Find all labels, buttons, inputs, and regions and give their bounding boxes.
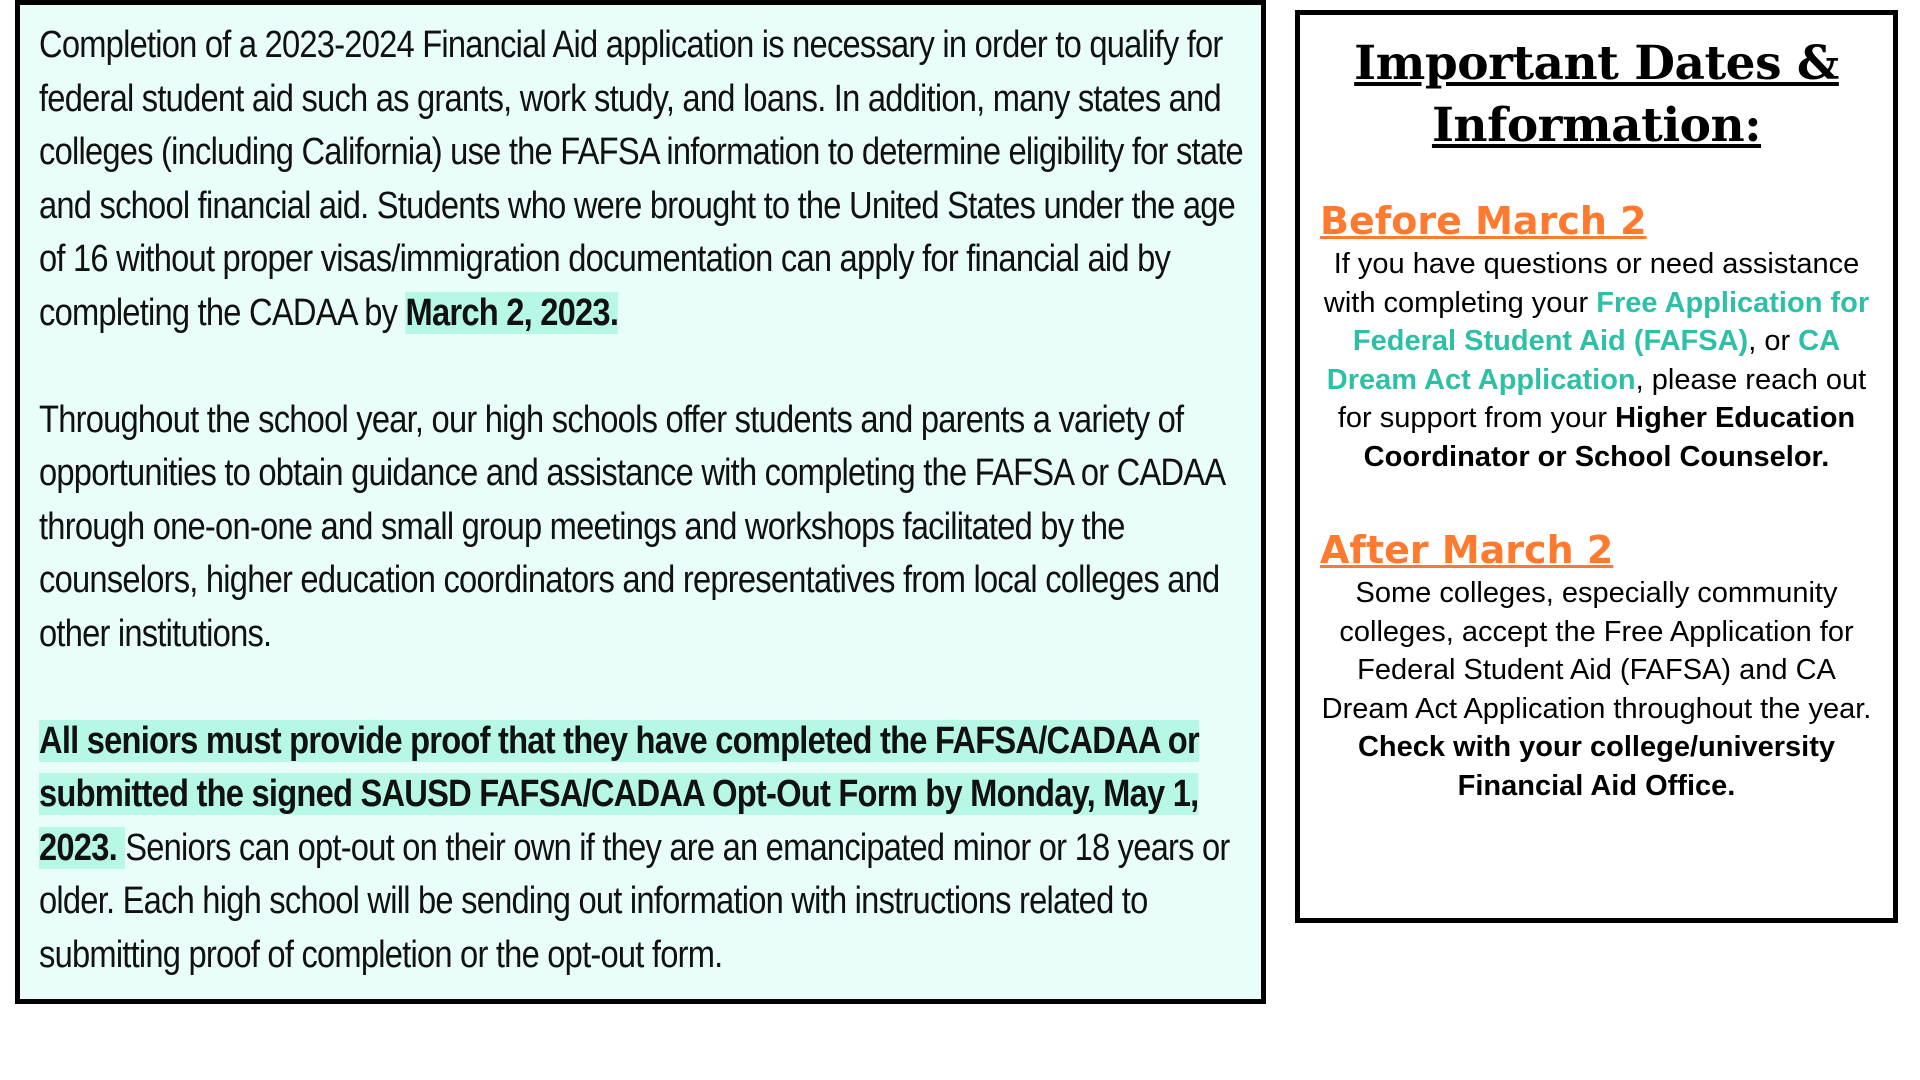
before-text-1: If you have questions or need assistance with completing your bbox=[1323, 248, 1860, 319]
important-dates-panel bbox=[1295, 10, 1898, 923]
before-text-2: , or bbox=[1748, 325, 1799, 357]
financial-aid-office-bold-text: Check with your college/university Financial Aid Office. bbox=[1357, 731, 1836, 802]
before-march-heading: Before March 2 bbox=[1320, 199, 1647, 243]
before-text-3: , please reach out for support from your bbox=[1337, 363, 1867, 434]
cadaa-deadline-highlight: March 2, 2023. bbox=[405, 291, 619, 334]
before-march-text bbox=[1314, 245, 1879, 476]
financial-aid-info-text bbox=[39, 19, 1260, 982]
title-line-2: Information: bbox=[1431, 98, 1762, 153]
fafsa-intro-paragraph bbox=[39, 19, 1260, 340]
fafsa-intro-text: Completion of a 2023-2024 Financial Aid application is necessary in order to qualify for federal student aid such as grants, work study, and loans. In addition, many states and colleges (including California) use the FAFSA information to determine eligibility for state and school financial aid. Students who were brought to the United States under the age of 16 without proper visas/immigration documentation can apply for financial aid by completing the CADAA by bbox=[39, 24, 1243, 334]
assistance-paragraph bbox=[39, 394, 1260, 662]
title-line-1: Important Dates & bbox=[1354, 36, 1839, 91]
important-dates-title bbox=[1314, 33, 1879, 157]
counselor-bold-text: Higher Education Coordinator or School Counselor. bbox=[1363, 402, 1856, 473]
after-march-heading: After March 2 bbox=[1320, 528, 1614, 572]
ca-dream-act-link[interactable]: CA Dream Act Application bbox=[1326, 325, 1841, 396]
seniors-requirement-paragraph bbox=[39, 715, 1260, 983]
assistance-text: Throughout the school year, our high schools offer students and parents a variety of opportunities to obtain guidance and assistance with completing the FAFSA or CADAA through one-on-one and small group meetings and workshops facilitated by the counselors, higher education coordinators and representatives from local colleges and other institutions. bbox=[39, 398, 1224, 655]
opt-out-info-text: Seniors can opt-out on their own if they are an emancipated minor or 18 years or older. Each high school will be sending out information with instructions related to submitting proof of completion or the opt-out form. bbox=[39, 826, 1230, 976]
seniors-deadline-highlight: All seniors must provide proof that they have completed the FAFSA/CADAA or submitted the signed SAUSD FAFSA/CADAA Opt-Out Form by Monday, May 1, 2023. bbox=[39, 719, 1199, 869]
fafsa-link[interactable]: Free Application for Federal Student Aid (FAFSA) bbox=[1352, 286, 1870, 357]
after-march-text bbox=[1314, 574, 1879, 805]
after-text: Some colleges, especially community colleges, accept the Free Application for Federal Student Aid (FAFSA) and CA Dream Act Application throughout the year. bbox=[1321, 577, 1872, 725]
financial-aid-info-panel bbox=[15, 0, 1266, 1004]
